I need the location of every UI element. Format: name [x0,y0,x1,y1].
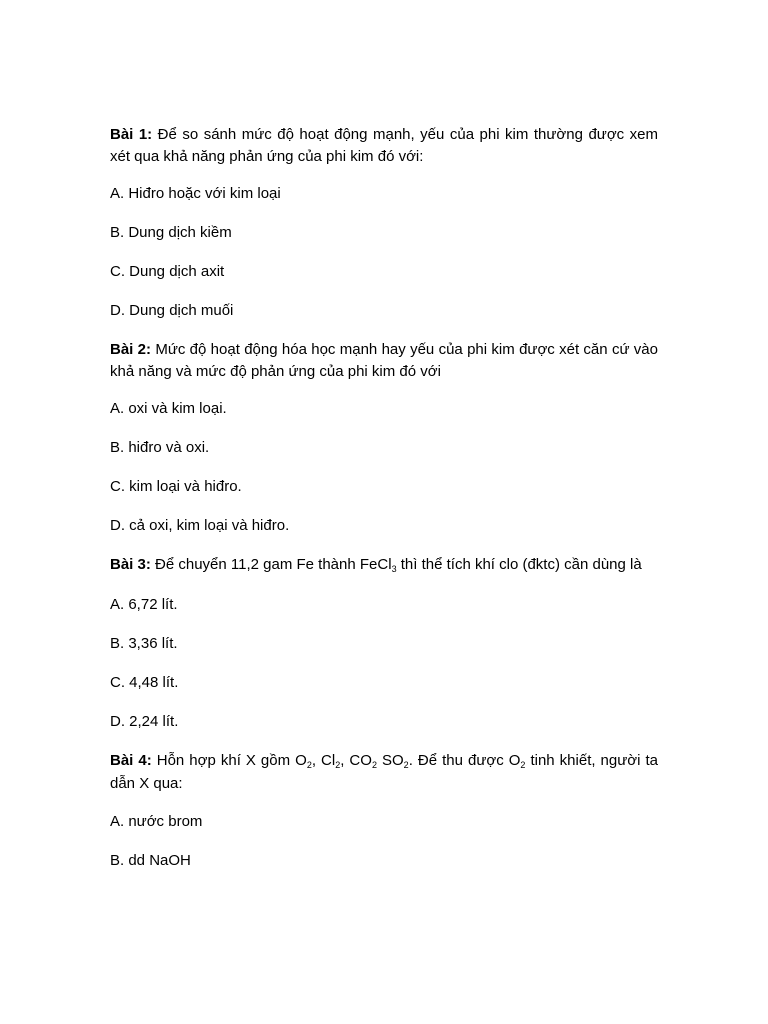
document-content [110,124,658,889]
question-4-body-part: . Để thu được O [408,751,521,769]
question-4-subscript: 2 [306,759,312,770]
question-2-option-d: D. cả oxi, kim loại và hiđro. [110,517,290,534]
question-1-option-b: B. Dung dịch kiềm [110,224,232,241]
question-4-body-part: , CO [340,751,372,769]
question-3-body-end: thì thể tích khí clo (đktc) cần dùng là [396,556,642,573]
question-4-body-part: Hỗn hợp khí X gồm O [151,751,307,769]
question-3-text [110,554,658,578]
question-4-subscript: 2 [403,759,409,770]
question-3-body-start: Để chuyển 11,2 gam Fe thành FeCl [150,556,392,573]
question-1-option-d: D. Dung dịch muối [110,302,234,319]
question-1-option-a: A. Hiđro hoặc với kim loại [110,185,281,202]
question-4-body-part: , Cl [311,751,336,769]
question-4-subscript: 2 [335,759,341,770]
question-3-subscript: 3 [391,564,397,574]
question-3-number: Bài 3: [110,556,151,573]
question-1-text [110,124,658,167]
question-3-option-b: B. 3,36 lít. [110,634,178,652]
question-4-subscript: 2 [371,759,377,770]
question-1-option-c: C. Dung dịch axit [110,263,225,280]
question-1-number: Bài 1: [110,126,153,143]
question-2-number: Bài 2: [110,341,151,358]
question-4-subscript: 2 [520,759,526,770]
question-4-text [110,750,658,795]
question-4-option-b: B. dd NaOH [110,851,191,869]
question-2-body: Mức độ hoạt động hóa học mạnh hay yếu của phi kim được xét căn cứ vào khả năng và mức độ phản ứng của phi kim đó với [110,341,658,380]
question-1-body: Để so sánh mức độ hoạt động mạnh, yếu của phi kim thường được xem xét qua khả năng phản ứng của phi kim đó với: [110,126,658,165]
question-4-number: Bài 4: [110,751,152,769]
question-3-option-c: C. 4,48 lít. [110,673,179,691]
question-3-option-d: D. 2,24 lít. [110,712,179,730]
question-2-option-a: A. oxi và kim loại. [110,400,227,417]
question-3-option-a: A. 6,72 lít. [110,595,178,613]
question-4-body-part: tinh khiết, người ta dẫn X qua: [110,751,658,792]
question-2-option-c: C. kim loại và hiđro. [110,478,242,495]
question-4-option-a: A. nước brom [110,812,203,830]
question-2-option-b: B. hiđro và oxi. [110,439,210,456]
question-4-body-part: SO [376,751,404,769]
question-2-text [110,339,658,382]
